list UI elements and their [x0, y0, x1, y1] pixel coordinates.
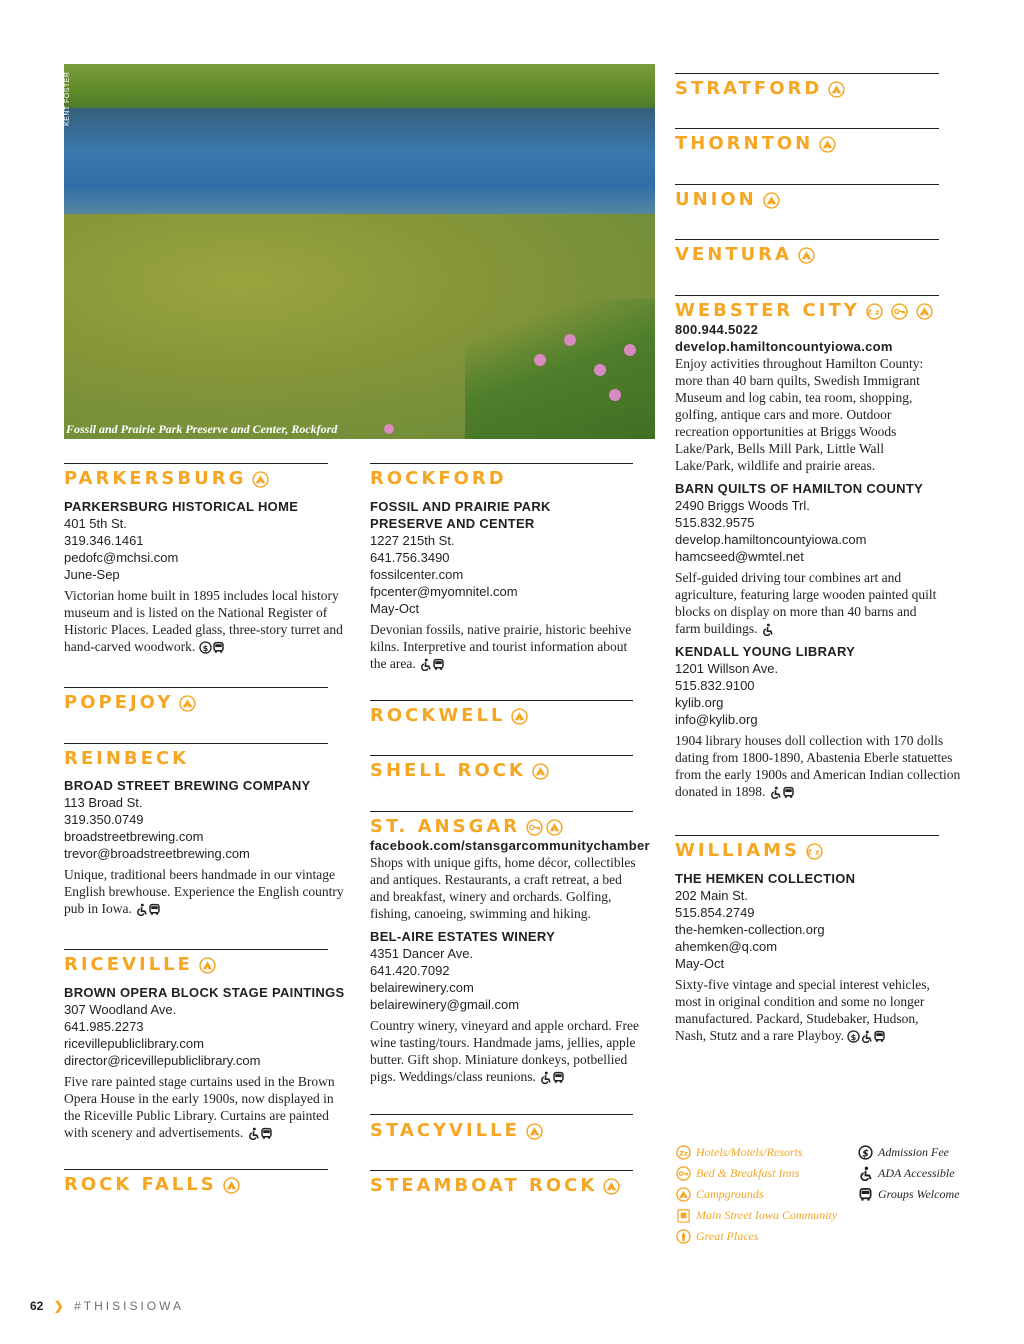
- ada-accessible-icon: [761, 623, 774, 636]
- section-divider: [370, 811, 633, 812]
- page-footer: [30, 1299, 184, 1313]
- ada-accessible-icon: [419, 658, 432, 671]
- phone: 641.756.3490: [370, 550, 450, 565]
- main-street-icon: [676, 1208, 691, 1223]
- campground-icon: [511, 708, 528, 725]
- campground-icon: [546, 819, 563, 836]
- heading-rock-falls: ROCK FALLS: [64, 1174, 240, 1195]
- description: Country winery, vineyard and apple orchard. Free wine tasting/tours. Handmade jams, jellies, apple butter. Gift shop. Miniature donkeys, potbellied pigs. Weddings/class reunions.: [370, 1018, 640, 1084]
- section-divider: [64, 463, 328, 464]
- section-divider: [64, 743, 328, 744]
- groups-welcome-icon: [260, 1127, 273, 1140]
- photo-flower: [609, 389, 621, 401]
- great-places-icon: [676, 1229, 691, 1244]
- listing-name: BEL-AIRE ESTATES WINERY: [370, 929, 556, 944]
- bed-breakfast-icon: [676, 1166, 691, 1181]
- phone: 319.350.0749: [64, 812, 144, 827]
- address: 113 Broad St.: [64, 795, 143, 810]
- section-divider: [370, 755, 633, 756]
- legend-ada: ADA Accessible: [878, 1166, 955, 1180]
- photo-flower: [624, 344, 636, 356]
- campground-icon: [676, 1187, 691, 1202]
- ada-accessible-icon: [135, 903, 148, 916]
- bed-breakfast-icon: [526, 819, 543, 836]
- heading-rockford: ROCKFORD: [370, 468, 507, 489]
- photo-flower: [534, 354, 546, 366]
- campground-icon: [828, 81, 845, 98]
- description: Sixty-five vintage and special interest vehicles, most in original condition and some no longer manufactured. Packard, Studebaker, Hudson, Nash, Stutz and a rare Playboy.: [675, 977, 930, 1043]
- listing-broad-street-brewing: [64, 777, 348, 917]
- hotel-icon: [806, 843, 823, 860]
- description: 1904 library houses doll collection with 170 dolls dating from 1800-1890, Abastenia Eberle statuettes from the early 1900s and American Indian collection donated in 1898.: [675, 733, 961, 799]
- admission-fee-icon: [847, 1030, 860, 1043]
- email: trevor@broadstreetbrewing.com: [64, 846, 250, 861]
- heading-parkersburg: PARKERSBURG: [64, 468, 269, 489]
- address: 307 Woodland Ave.: [64, 1002, 177, 1017]
- phone: 515.832.9575: [675, 515, 755, 530]
- email: info@kylib.org: [675, 712, 758, 727]
- address: 401 5th St.: [64, 516, 127, 531]
- section-divider: [675, 239, 939, 240]
- groups-welcome-icon: [552, 1071, 565, 1084]
- section-divider: [675, 128, 939, 129]
- section-divider: [675, 835, 939, 836]
- ada-accessible-icon: [858, 1166, 873, 1181]
- campground-icon: [526, 1123, 543, 1140]
- section-divider: [675, 295, 939, 296]
- heading-popejoy: POPEJOY: [64, 692, 196, 713]
- email: belairewinery@gmail.com: [370, 997, 520, 1012]
- legend-bnb: Bed & Breakfast Inns: [696, 1166, 800, 1180]
- listing-name: KENDALL YOUNG LIBRARY: [675, 644, 856, 659]
- campground-icon: [199, 957, 216, 974]
- legend-hotels: Hotels/Motels/Resorts: [696, 1145, 803, 1159]
- groups-welcome-icon: [148, 903, 161, 916]
- listing-fossil-prairie-park: [370, 498, 640, 672]
- phone: 319.346.1461: [64, 533, 144, 548]
- page-number: 62: [30, 1299, 44, 1313]
- heading-williams: WILLIAMS: [675, 840, 823, 861]
- listing-st-ansgar: [370, 837, 650, 1085]
- photo-flower: [594, 364, 606, 376]
- email: hamcseed@wmtel.net: [675, 549, 804, 564]
- photo-flower: [384, 424, 394, 434]
- photo-water: [64, 108, 655, 218]
- website: the-hemken-collection.org: [675, 922, 825, 937]
- campground-icon: [763, 192, 780, 209]
- phone: 515.854.2749: [675, 905, 755, 920]
- description: Five rare painted stage curtains used in the Brown Opera House in the early 1900s, now displayed in the Riceville Public Library. Curtains are painted with scenery and advertisements.: [64, 1074, 335, 1140]
- bed-breakfast-icon: [891, 303, 908, 320]
- heading-union: UNION: [675, 189, 780, 210]
- phone: 800.944.5022: [675, 322, 759, 337]
- heading-webster-city: WEBSTER CITY: [675, 300, 933, 321]
- legend-groups: Groups Welcome: [878, 1187, 960, 1201]
- description: Unique, traditional beers handmade in our vintage English brewhouse. Experience the English country pub in Iowa.: [64, 867, 344, 916]
- admission-fee-icon: [199, 641, 212, 654]
- listing-hemken-collection: [675, 870, 945, 1044]
- campground-icon: [223, 1177, 240, 1194]
- email: pedofc@mchsi.com: [64, 550, 179, 565]
- heading-riceville: RICEVILLE: [64, 954, 216, 975]
- photo-reeds: [465, 299, 655, 439]
- section-divider: [64, 949, 328, 950]
- groups-welcome-icon: [782, 786, 795, 799]
- legend-services: [858, 1142, 959, 1205]
- legend-main-street: Main Street Iowa Community: [696, 1208, 838, 1222]
- campground-icon: [916, 303, 933, 320]
- section-divider: [370, 700, 633, 701]
- listing-name: BROAD STREET BREWING COMPANY: [64, 778, 311, 793]
- listing-brown-opera-block: [64, 984, 348, 1141]
- listing-name: BROWN OPERA BLOCK STAGE PAINTINGS: [64, 985, 345, 1000]
- season: May-Oct: [370, 601, 420, 616]
- description: Enjoy activities throughout Hamilton County: more than 40 barn quilts, Swedish Immigrant Museum and log cabin, tea room, shopping, golfing, antique cars and more. Outdoor recreation opportunities at Briggs Woods Lake/Park, Bells Mill Park, Little Wall Lake/Park, wildlife and prairie areas.: [675, 356, 924, 473]
- ada-accessible-icon: [539, 1071, 552, 1084]
- website: fossilcenter.com: [370, 567, 464, 582]
- section-divider: [370, 1114, 633, 1115]
- listing-parkersburg-historical-home: [64, 498, 348, 655]
- phone: 641.420.7092: [370, 963, 450, 978]
- listing-name: BARN QUILTS OF HAMILTON COUNTY: [675, 481, 924, 496]
- heading-shell-rock: SHELL ROCK: [370, 760, 549, 781]
- campground-icon: [532, 763, 549, 780]
- chevron-right-icon: ❯: [53, 1299, 64, 1313]
- legend-great-places: Great Places: [696, 1229, 759, 1243]
- address: 4351 Dancer Ave.: [370, 946, 474, 961]
- admission-fee-icon: [858, 1145, 873, 1160]
- campground-icon: [603, 1178, 620, 1195]
- photo-flower: [564, 334, 576, 346]
- listing-name: PARKERSBURG HISTORICAL HOME: [64, 499, 299, 514]
- campground-icon: [819, 136, 836, 153]
- heading-stacyville: STACYVILLE: [370, 1120, 543, 1141]
- phone: 515.832.9100: [675, 678, 755, 693]
- season: June-Sep: [64, 567, 120, 582]
- email: ahemken@q.com: [675, 939, 778, 954]
- legend-amenities: [676, 1142, 837, 1247]
- facebook-link[interactable]: facebook.com/stansgarcommunitychamber: [370, 838, 650, 853]
- description: Shops with unique gifts, home décor, collectibles and antiques. Restaurants, a craft retreat, a bed and breakfast, winery and orchards. Golfing, fishing, canoeing, swimming and hiking.: [370, 855, 636, 921]
- campground-icon: [798, 247, 815, 264]
- ada-accessible-icon: [769, 786, 782, 799]
- heading-thornton: THORNTON: [675, 133, 836, 154]
- section-divider: [675, 184, 939, 185]
- hotel-icon: [676, 1145, 691, 1160]
- groups-welcome-icon: [858, 1187, 873, 1202]
- photo-credit: KENT FOSTER: [64, 71, 71, 126]
- email: fpcenter@myomnitel.com: [370, 584, 518, 599]
- address: 1227 215th St.: [370, 533, 455, 548]
- listing-webster-city: [675, 321, 965, 800]
- section-divider: [675, 73, 939, 74]
- heading-stratford: STRATFORD: [675, 78, 845, 99]
- campground-icon: [179, 695, 196, 712]
- section-divider: [64, 1169, 328, 1170]
- listing-name: THE HEMKEN COLLECTION: [675, 871, 856, 886]
- hotel-icon: [866, 303, 883, 320]
- heading-ventura: VENTURA: [675, 244, 815, 265]
- groups-welcome-icon: [873, 1030, 886, 1043]
- groups-welcome-icon: [212, 641, 225, 654]
- photo-treeline: [64, 64, 655, 108]
- address: 202 Main St.: [675, 888, 748, 903]
- website: kylib.org: [675, 695, 724, 710]
- address: 2490 Briggs Woods Trl.: [675, 498, 810, 513]
- section-divider: [370, 463, 633, 464]
- section-divider: [370, 1170, 633, 1171]
- heading-steamboat-rock: STEAMBOAT ROCK: [370, 1175, 620, 1196]
- website: belairewinery.com: [370, 980, 474, 995]
- ada-accessible-icon: [860, 1030, 873, 1043]
- heading-reinbeck: REINBECK: [64, 748, 190, 769]
- phone: 641.985.2273: [64, 1019, 144, 1034]
- website: ricevillepubliclibrary.com: [64, 1036, 204, 1051]
- legend-admission-fee: Admission Fee: [878, 1145, 949, 1159]
- section-divider: [64, 687, 328, 688]
- website: broadstreetbrewing.com: [64, 829, 204, 844]
- season: May-Oct: [675, 956, 725, 971]
- hashtag: #THISISIOWA: [74, 1299, 185, 1313]
- photo-caption: Fossil and Prairie Park Preserve and Center, Rockford: [66, 422, 338, 436]
- ada-accessible-icon: [247, 1127, 260, 1140]
- email: director@ricevillepubliclibrary.com: [64, 1053, 261, 1068]
- address: 1201 Willson Ave.: [675, 661, 779, 676]
- park-photo: [64, 64, 655, 439]
- description: Devonian fossils, native prairie, historic beehive kilns. Interpretive and tourist information about the area.: [370, 622, 632, 671]
- website-link[interactable]: develop.hamiltoncountyiowa.com: [675, 339, 893, 354]
- groups-welcome-icon: [432, 658, 445, 671]
- description: Self-guided driving tour combines art and agriculture, featuring large wooden painted quilt blocks on display on more than 40 barns and farm buildings.: [675, 570, 937, 636]
- legend-campgrounds: Campgrounds: [696, 1187, 764, 1201]
- heading-rockwell: ROCKWELL: [370, 705, 528, 726]
- website: develop.hamiltoncountyiowa.com: [675, 532, 867, 547]
- heading-st-ansgar: ST. ANSGAR: [370, 816, 563, 837]
- campground-icon: [252, 471, 269, 488]
- description: Victorian home built in 1895 includes local history museum and is listed on the National Register of Historic Places. Leaded glass, three-story turret and hand-carved woodwork.: [64, 588, 343, 654]
- listing-name: FOSSIL AND PRAIRIE PARK: [370, 499, 551, 514]
- listing-name-cont: PRESERVE AND CENTER: [370, 516, 535, 531]
